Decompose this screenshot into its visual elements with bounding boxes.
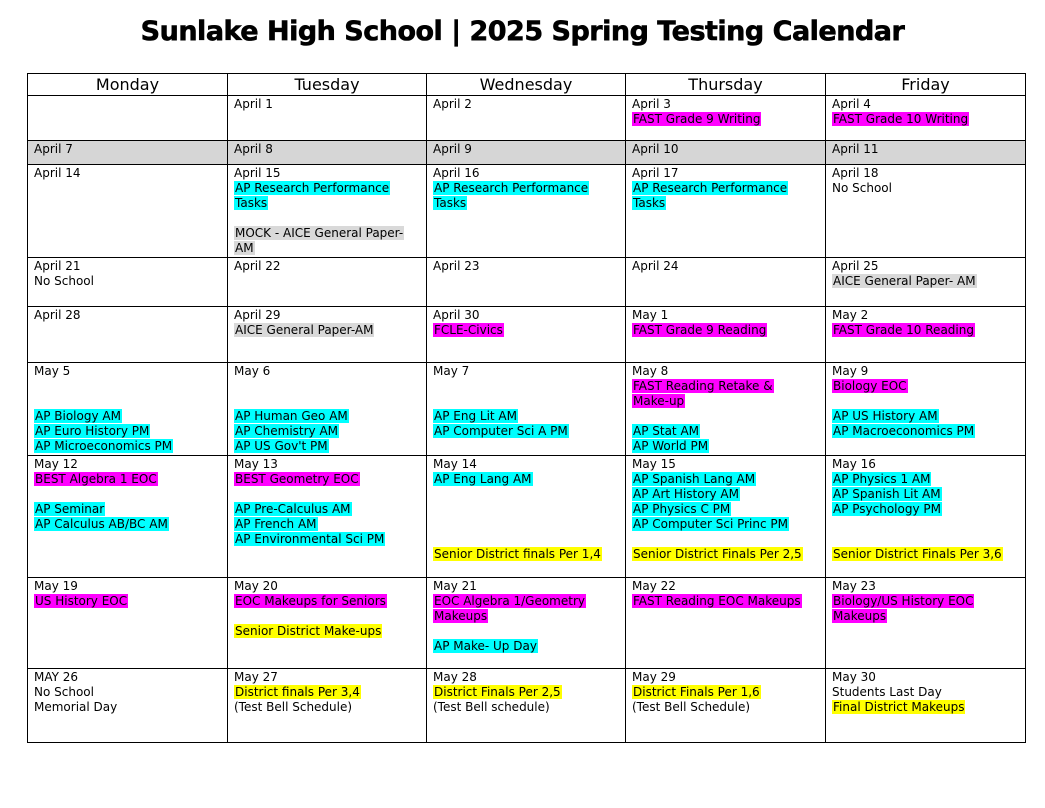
- exam-entry: [832, 594, 1019, 609]
- date-label: April 2: [433, 97, 472, 111]
- date-label: April 11: [832, 142, 879, 156]
- date-label: April 24: [632, 259, 679, 273]
- exam-entry: [433, 196, 619, 211]
- day-cell-wednesday: [427, 669, 626, 743]
- date-label: May 23: [832, 579, 876, 593]
- blank-line: [433, 487, 619, 502]
- exam-entry: [832, 323, 1019, 338]
- highlighted-text: AP US Gov't PM: [235, 439, 328, 453]
- date-label: April 16: [433, 166, 480, 180]
- highlighted-text: AP Chemistry AM: [235, 424, 339, 438]
- date-label: April 1: [234, 97, 273, 111]
- date-label: May 29: [632, 670, 676, 684]
- highlighted-text: BEST Geometry EOC: [235, 472, 359, 486]
- note-text: (Test Bell schedule): [433, 700, 550, 714]
- exam-entry: [34, 424, 221, 439]
- day-cell-tuesday: [228, 363, 427, 456]
- exam-entry: [632, 196, 819, 211]
- highlighted-text: FAST Grade 9 Reading: [633, 323, 767, 337]
- blank-line: [433, 394, 619, 409]
- highlighted-text: AP Physics 1 AM: [833, 472, 931, 486]
- day-cell-friday: [826, 165, 1026, 258]
- date-label: April 10: [632, 142, 679, 156]
- day-cell-monday: [28, 578, 228, 669]
- date-label: May 27: [234, 670, 278, 684]
- day-cell-friday: [826, 141, 1026, 165]
- highlighted-text: AP Computer Sci Princ PM: [633, 517, 788, 531]
- week-row: [28, 141, 1026, 165]
- day-cell-friday: [826, 307, 1026, 363]
- highlighted-text: AP Calculus AB/BC AM: [35, 517, 168, 531]
- exam-entry: [234, 502, 420, 517]
- date-label: May 22: [632, 579, 676, 593]
- date-label: May 1: [632, 308, 669, 322]
- highlighted-text: AP Eng Lit AM: [434, 409, 517, 423]
- day-cell-friday: [826, 258, 1026, 307]
- day-cell-tuesday: [228, 258, 427, 307]
- note-text: (Test Bell Schedule): [234, 700, 353, 714]
- page-title: Sunlake High School | 2025 Spring Testing Calendar: [140, 16, 905, 47]
- exam-entry: [234, 517, 420, 532]
- week-row: [28, 456, 1026, 578]
- highlighted-text: District Finals Per 1,6: [633, 685, 760, 699]
- highlighted-text: BEST Algebra 1 EOC: [35, 472, 157, 486]
- highlighted-text: AP Research Performance: [434, 181, 589, 195]
- blank-line: [433, 532, 619, 547]
- day-cell-monday: [28, 258, 228, 307]
- exam-entry: [832, 487, 1019, 502]
- highlighted-text: Senior District Make-ups: [235, 624, 382, 638]
- exam-entry: [433, 323, 619, 338]
- highlighted-text: Tasks: [235, 196, 268, 210]
- day-cell-monday: [28, 669, 228, 743]
- exam-entry: [433, 685, 619, 700]
- exam-entry: [832, 502, 1019, 517]
- highlighted-text: Biology/US History EOC: [833, 594, 974, 608]
- day-cell-thursday: [626, 363, 826, 456]
- day-cell-tuesday: [228, 96, 427, 141]
- week-row: [28, 307, 1026, 363]
- blank-line: [832, 394, 1019, 409]
- exam-entry: [433, 472, 619, 487]
- highlighted-text: AP Research Performance: [235, 181, 390, 195]
- exam-entry: [632, 394, 819, 409]
- testing-calendar-table: [27, 73, 1026, 743]
- day-cell-thursday: [626, 578, 826, 669]
- highlighted-text: Final District Makeups: [833, 700, 965, 714]
- exam-entry: [632, 439, 819, 454]
- highlighted-text: AP Environmental Sci PM: [235, 532, 385, 546]
- date-label: May 2: [832, 308, 869, 322]
- exam-entry: [433, 547, 619, 562]
- day-cell-monday: [28, 165, 228, 258]
- date-label: May 30: [832, 670, 876, 684]
- highlighted-text: Tasks: [434, 196, 467, 210]
- highlighted-text: Senior District finals Per 1,4: [434, 547, 601, 561]
- exam-entry: [832, 700, 1019, 715]
- exam-entry: [832, 409, 1019, 424]
- exam-entry: [832, 274, 1019, 289]
- exam-entry: [234, 685, 420, 700]
- exam-entry: [632, 487, 819, 502]
- exam-entry: [34, 439, 221, 454]
- blank-line: [234, 609, 420, 624]
- date-label: April 29: [234, 308, 281, 322]
- weekday-header-row: [28, 74, 1026, 96]
- exam-entry: [234, 472, 420, 487]
- note-text: No School: [832, 181, 892, 195]
- exam-entry: [234, 439, 420, 454]
- highlighted-text: AP US History AM: [833, 409, 938, 423]
- day-cell-thursday: [626, 96, 826, 141]
- blank-line: [234, 379, 420, 394]
- date-label: May 28: [433, 670, 477, 684]
- date-label: May 5: [34, 364, 71, 378]
- day-cell-friday: [826, 578, 1026, 669]
- header-tuesday: Tuesday: [228, 74, 427, 96]
- exam-entry: [632, 472, 819, 487]
- exam-entry: [234, 323, 420, 338]
- day-cell-monday: [28, 96, 228, 141]
- date-label: May 19: [34, 579, 78, 593]
- note-text: (Test Bell Schedule): [632, 700, 751, 714]
- date-label: April 4: [832, 97, 871, 111]
- highlighted-text: Biology EOC: [833, 379, 907, 393]
- date-label: May 8: [632, 364, 669, 378]
- day-cell-thursday: [626, 165, 826, 258]
- highlighted-text: Tasks: [633, 196, 666, 210]
- exam-entry: [632, 502, 819, 517]
- day-cell-tuesday: [228, 669, 427, 743]
- date-label: MAY 26: [34, 670, 79, 684]
- date-label: April 9: [433, 142, 472, 156]
- exam-entry: [632, 112, 819, 127]
- highlighted-text: AP Macroeconomics PM: [833, 424, 975, 438]
- exam-entry: [34, 517, 221, 532]
- note-text: No School: [34, 685, 94, 699]
- exam-entry: [234, 409, 420, 424]
- week-row: [28, 363, 1026, 456]
- highlighted-text: AP Euro History PM: [35, 424, 150, 438]
- highlighted-text: AP Stat AM: [633, 424, 700, 438]
- day-cell-friday: [826, 363, 1026, 456]
- exam-entry: [632, 181, 819, 196]
- highlighted-text: AP Biology AM: [35, 409, 121, 423]
- week-row: [28, 578, 1026, 669]
- exam-entry: [832, 472, 1019, 487]
- highlighted-text: US History EOC: [35, 594, 128, 608]
- highlighted-text: FAST Reading Retake &: [633, 379, 773, 393]
- day-cell-tuesday: [228, 141, 427, 165]
- blank-line: [34, 394, 221, 409]
- highlighted-text: AICE General Paper-AM: [235, 323, 374, 337]
- highlighted-text: FAST Grade 10 Reading: [833, 323, 974, 337]
- date-label: May 12: [34, 457, 78, 471]
- exam-entry: [433, 609, 619, 624]
- week-row: [28, 258, 1026, 307]
- day-cell-wednesday: [427, 578, 626, 669]
- exam-entry: [34, 502, 221, 517]
- week-row: [28, 669, 1026, 743]
- highlighted-text: AP Spanish Lang AM: [633, 472, 756, 486]
- blank-line: [34, 379, 221, 394]
- highlighted-text: AP Eng Lang AM: [434, 472, 532, 486]
- date-label: April 21: [34, 259, 81, 273]
- highlighted-text: AP Psychology PM: [833, 502, 941, 516]
- header-monday: Monday: [28, 74, 228, 96]
- highlighted-text: AP Art History AM: [633, 487, 739, 501]
- date-label: April 23: [433, 259, 480, 273]
- exam-entry: [433, 409, 619, 424]
- highlighted-text: AP Pre-Calculus AM: [235, 502, 351, 516]
- exam-entry: [832, 609, 1019, 624]
- date-label: April 18: [832, 166, 879, 180]
- day-cell-tuesday: [228, 578, 427, 669]
- note-text: Students Last Day: [832, 685, 942, 699]
- highlighted-text: FCLE-Civics: [434, 323, 503, 337]
- header-friday: Friday: [826, 74, 1026, 96]
- exam-entry: [433, 594, 619, 609]
- date-label: April 30: [433, 308, 480, 322]
- date-label: April 3: [632, 97, 671, 111]
- highlighted-text: AP Seminar: [35, 502, 105, 516]
- header-thursday: Thursday: [626, 74, 826, 96]
- date-label: April 17: [632, 166, 679, 180]
- blank-line: [433, 502, 619, 517]
- day-cell-wednesday: [427, 456, 626, 578]
- day-cell-wednesday: [427, 96, 626, 141]
- blank-line: [234, 394, 420, 409]
- exam-entry: [433, 424, 619, 439]
- blank-line: [632, 532, 819, 547]
- header-wednesday: Wednesday: [427, 74, 626, 96]
- exam-entry: [832, 112, 1019, 127]
- highlighted-text: Make-up: [633, 394, 685, 408]
- highlighted-text: Makeups: [434, 609, 488, 623]
- exam-entry: [632, 547, 819, 562]
- exam-entry: [632, 685, 819, 700]
- day-cell-tuesday: [228, 456, 427, 578]
- date-label: April 22: [234, 259, 281, 273]
- day-cell-thursday: [626, 258, 826, 307]
- exam-entry: [34, 409, 221, 424]
- highlighted-text: Senior District Finals Per 3,6: [833, 547, 1002, 561]
- date-label: May 6: [234, 364, 271, 378]
- day-cell-thursday: [626, 669, 826, 743]
- exam-entry: [234, 532, 420, 547]
- blank-line: [34, 487, 221, 502]
- week-row: [28, 165, 1026, 258]
- highlighted-text: AP Physics C PM: [633, 502, 731, 516]
- day-cell-monday: [28, 456, 228, 578]
- highlighted-text: AP French AM: [235, 517, 317, 531]
- exam-entry: [34, 594, 221, 609]
- day-cell-friday: [826, 96, 1026, 141]
- date-label: April 28: [34, 308, 81, 322]
- exam-entry: [34, 472, 221, 487]
- highlighted-text: FAST Grade 10 Writing: [833, 112, 969, 126]
- day-cell-tuesday: [228, 165, 427, 258]
- date-label: May 15: [632, 457, 676, 471]
- day-cell-wednesday: [427, 258, 626, 307]
- highlighted-text: Makeups: [833, 609, 887, 623]
- date-label: May 9: [832, 364, 869, 378]
- exam-entry: [832, 379, 1019, 394]
- highlighted-text: AP Human Geo AM: [235, 409, 348, 423]
- day-cell-tuesday: [228, 307, 427, 363]
- exam-entry: [433, 639, 619, 654]
- calendar-body: [28, 96, 1026, 743]
- date-label: May 16: [832, 457, 876, 471]
- blank-line: [234, 211, 420, 226]
- date-label: April 15: [234, 166, 281, 180]
- date-label: April 8: [234, 142, 273, 156]
- exam-entry: [632, 517, 819, 532]
- date-label: May 20: [234, 579, 278, 593]
- exam-entry: [234, 181, 420, 196]
- blank-line: [433, 379, 619, 394]
- highlighted-text: District finals Per 3,4: [235, 685, 360, 699]
- highlighted-text: AP Spanish Lit AM: [833, 487, 941, 501]
- highlighted-text: EOC Makeups for Seniors: [235, 594, 386, 608]
- highlighted-text: AP Microeconomics PM: [35, 439, 173, 453]
- exam-entry: [632, 323, 819, 338]
- exam-entry: [632, 379, 819, 394]
- date-label: May 14: [433, 457, 477, 471]
- date-label: April 25: [832, 259, 879, 273]
- blank-line: [632, 409, 819, 424]
- day-cell-monday: [28, 141, 228, 165]
- highlighted-text: AP World PM: [633, 439, 709, 453]
- day-cell-thursday: [626, 141, 826, 165]
- day-cell-monday: [28, 307, 228, 363]
- highlighted-text: MOCK - AICE General Paper-: [235, 226, 404, 240]
- exam-entry: [234, 424, 420, 439]
- day-cell-wednesday: [427, 165, 626, 258]
- highlighted-text: Senior District Finals Per 2,5: [633, 547, 802, 561]
- date-label: May 13: [234, 457, 278, 471]
- exam-entry: [234, 196, 420, 211]
- highlighted-text: AP Make- Up Day: [434, 639, 537, 653]
- blank-line: [433, 624, 619, 639]
- note-text: Memorial Day: [34, 700, 118, 714]
- exam-entry: [632, 594, 819, 609]
- day-cell-wednesday: [427, 307, 626, 363]
- day-cell-friday: [826, 456, 1026, 578]
- date-label: April 7: [34, 142, 73, 156]
- highlighted-text: FAST Grade 9 Writing: [633, 112, 761, 126]
- exam-entry: [234, 226, 420, 241]
- exam-entry: [632, 424, 819, 439]
- day-cell-thursday: [626, 456, 826, 578]
- note-text: No School: [34, 274, 94, 288]
- exam-entry: [234, 594, 420, 609]
- exam-entry: [832, 424, 1019, 439]
- exam-entry: [234, 241, 420, 256]
- highlighted-text: AP Computer Sci A PM: [434, 424, 568, 438]
- day-cell-thursday: [626, 307, 826, 363]
- highlighted-text: District Finals Per 2,5: [434, 685, 561, 699]
- date-label: April 14: [34, 166, 81, 180]
- exam-entry: [832, 547, 1019, 562]
- highlighted-text: AICE General Paper- AM: [833, 274, 976, 288]
- date-label: May 7: [433, 364, 470, 378]
- exam-entry: [234, 624, 420, 639]
- highlighted-text: AP Research Performance: [633, 181, 788, 195]
- day-cell-monday: [28, 363, 228, 456]
- blank-line: [832, 532, 1019, 547]
- date-label: May 21: [433, 579, 477, 593]
- highlighted-text: AM: [235, 241, 254, 255]
- highlighted-text: FAST Reading EOC Makeups: [633, 594, 801, 608]
- highlighted-text: EOC Algebra 1/Geometry: [434, 594, 585, 608]
- day-cell-wednesday: [427, 363, 626, 456]
- blank-line: [234, 487, 420, 502]
- exam-entry: [433, 181, 619, 196]
- blank-line: [832, 517, 1019, 532]
- day-cell-friday: [826, 669, 1026, 743]
- blank-line: [433, 517, 619, 532]
- day-cell-wednesday: [427, 141, 626, 165]
- week-row: [28, 96, 1026, 141]
